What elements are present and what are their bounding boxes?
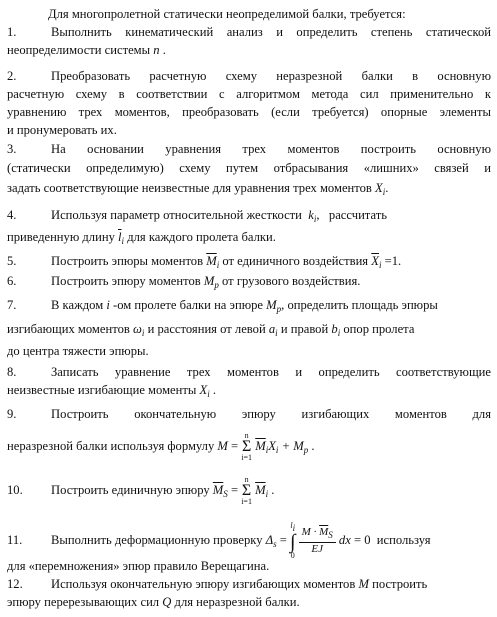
item-3-line-1: 3. На основании уравнения трех моментов построить основную [7, 142, 491, 156]
item-11-line-2: для «перемножения» эпюр правило Верещагина. [7, 559, 270, 573]
item-4-line-1: 4. Используя параметр относительной жесткости $k_i$, рассчитать [7, 208, 387, 224]
item-1-line-2: неопределимости системы n . [7, 43, 166, 57]
item-8-line-2: неизвестные изгибающие моменты $X_i$ . [7, 383, 217, 399]
item-12-line-1: 12. Используя окончательную эпюру изгибающих моментов M построить [7, 577, 428, 591]
intro-text: Для многопролетной статически неопределимой балки, требуется: [48, 7, 406, 21]
item-2-line-3: уравнению трех моментов, преобразовать (если требуется) опорные элементы [7, 105, 491, 119]
item-11-line-1: 11. Выполнить деформационную проверку $\Delta_s$ = li ∫ 0 $\frac{M \cdot \overline{M}_S}{EJ}$ dx = 0 используя [7, 521, 431, 560]
item-8-line-1: 8. Записать уравнение трех моментов и определить соответствующие [7, 365, 491, 379]
item-9-line-1: 9. Построить окончательную эпюру изгибающих моментов для [7, 407, 491, 421]
item-7-line-1: 7. В каждом i -ом пролете балки на эпюре $M_p$, определить площадь эпюры [7, 298, 438, 314]
item-6-line-1: 6. Построить эпюру моментов $M_p$ от грузового воздействия. [7, 274, 361, 290]
item-10-line-1: 10. Построить единичную эпюру $\overline{M}_S = n$ Σ i=1 $\overline{M}_i$ . [7, 475, 275, 506]
item-2-line-1: 2. Преобразовать расчетную схему неразрезной балки в основную [7, 69, 491, 83]
item-2-line-4: и пронумеровать их. [7, 123, 117, 137]
item-5-line-1: 5. Построить эпюры моментов $\overline{M}_i$ от единичного воздействия $\overline{X}_i =1$. [7, 254, 402, 270]
item-3-line-2: (статически определимую) схему путем отбрасывания «лишних» связей и [7, 161, 491, 175]
item-7-line-3: до центра тяжести эпюры. [7, 344, 149, 358]
item-4-line-2: приведенную длину $\overline{l}_i$ для каждого пролета балки. [7, 230, 276, 246]
item-9-line-2: неразрезной балки используя формулу M = n Σ i=1 $\overline{M}_iX_i + M_p$ . [7, 431, 315, 462]
item-7-line-2: изгибающих моментов $\omega_i$ и расстояния от левой $a_i$ и правой $b_i$ опор пролета [7, 322, 415, 338]
item-1-line-1: 1. Выполнить кинематический анализ и определить степень статической [7, 25, 491, 39]
item-12-line-2: эпюру перерезывающих сил Q для неразрезной балки. [7, 595, 300, 609]
item-2-line-2: расчетную схему в соответствии с алгоритмом метода сил применительно к [7, 87, 491, 101]
item-3-line-3: задать соответствующие неизвестные для уравнения трех моментов $X_i$. [7, 181, 389, 197]
